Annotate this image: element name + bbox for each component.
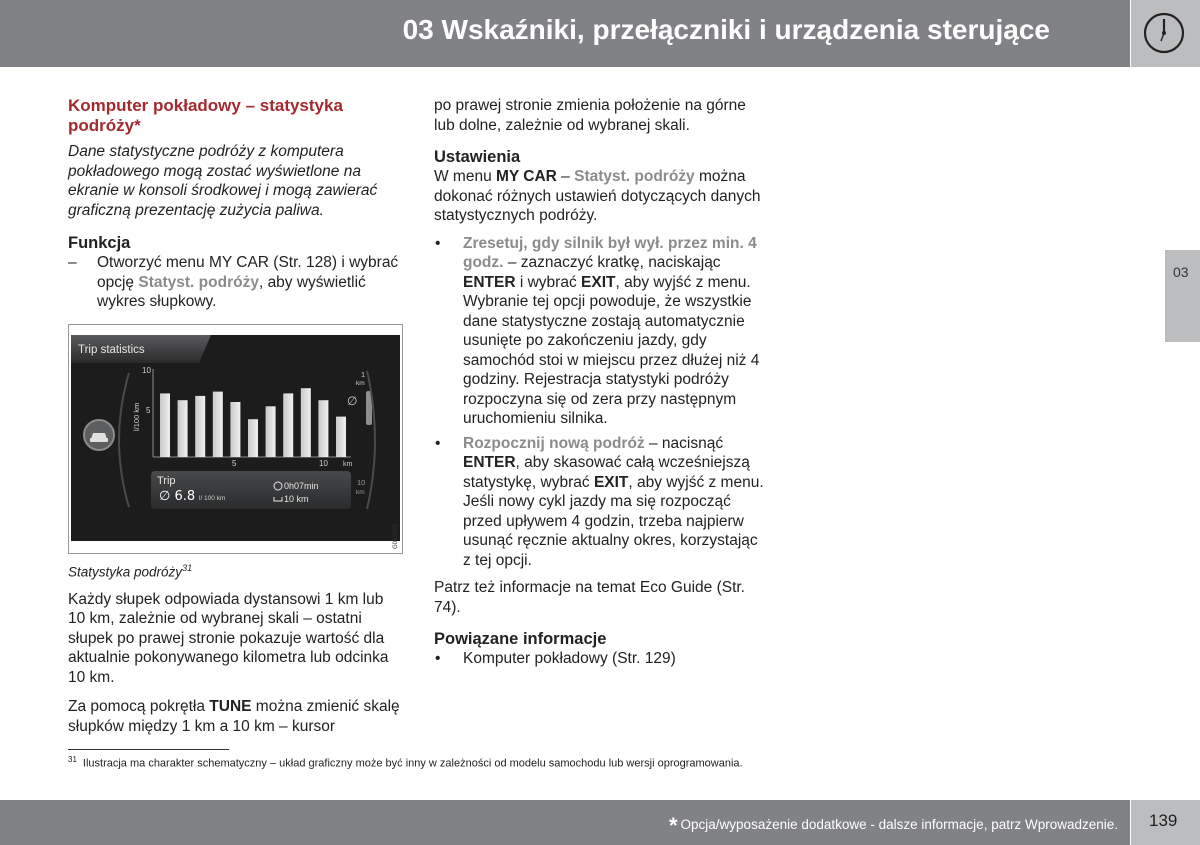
bars-description: Każdy słupek odpowiada dystansowi 1 km lub 10 km, zależnie od wybranej skali – ostatni słupek po prawej stronie pokazuje wartość dla aktualnie pokonywanego kilometra lub odcinka 10 km. [68, 590, 389, 686]
bullet-marker: • [435, 434, 441, 452]
settings-intro: W menu MY CAR – Statyst. podróży można dokonać różnych ustawień dotyczących danych statystycznych podróży. [434, 168, 761, 224]
chart-bar [213, 391, 223, 456]
exit-key: EXIT [581, 273, 616, 291]
chapter-tab [1165, 250, 1200, 342]
chart-bar [160, 393, 170, 457]
image-code [387, 521, 401, 551]
scale-top-unit: km [356, 379, 365, 387]
left-column [68, 96, 403, 736]
settings-heading: Ustawienia [434, 148, 521, 166]
trip-time: 0h07min [284, 480, 319, 491]
bullet-marker: • [435, 650, 441, 667]
option-new-trip: Rozpocznij nową podróż [463, 434, 645, 452]
footnote [68, 755, 743, 770]
chart-bar [195, 395, 205, 456]
funkcja-text: Otworzyć menu MY CAR (Str. 128) i wybrać opcję [97, 254, 399, 291]
chart-bar [318, 400, 328, 457]
page-number: 139 [1149, 811, 1178, 830]
chart-bar [283, 393, 293, 457]
funkcja-text-end: , aby wyświetlić wykres słupkowy. [97, 273, 366, 310]
related-item [434, 649, 769, 669]
funkcja-step [68, 253, 403, 312]
chart-bar [230, 402, 240, 457]
menu-option-highlight: Statyst. podróży [574, 168, 695, 185]
caption-footnote-ref: 31 [182, 562, 193, 573]
related-link: Komputer pokładowy (Str. 129) [463, 650, 676, 667]
x-tick-10: 10 [319, 458, 328, 468]
see-also-text: Patrz też informacje na temat Eco Guide (Str. 74). [434, 579, 745, 616]
section-heading: Komputer pokładowy – statystyka podróży* [68, 96, 343, 135]
page-title: 03 Wskaźniki, przełączniki i urządzenia sterujące [402, 14, 1050, 45]
screen-title: Trip statistics [78, 343, 145, 356]
x-tick-5: 5 [232, 458, 237, 468]
y-tick-5: 5 [146, 405, 151, 415]
my-car-menu: MY CAR [496, 168, 557, 185]
avg-symbol-icon: ∅ [347, 393, 358, 408]
dash-marker: – [68, 254, 77, 271]
footer-bar [0, 800, 1130, 845]
trip-average: ∅ 6.8 [159, 488, 196, 504]
footnote-divider [68, 749, 229, 750]
trip-distance: 10 km [284, 493, 309, 504]
trip-average-unit: l/ 100 km [199, 494, 226, 502]
asterisk-icon: * [668, 813, 678, 838]
funkcja-heading: Funkcja [68, 234, 131, 252]
exit-key: EXIT [593, 473, 629, 491]
footer-note-text: Opcja/wyposażenie dodatkowe - dalsze informacje, patrz Wprowadzenie. [680, 817, 1118, 832]
figure-caption: Statystyka podróży$^{31}$ [68, 562, 193, 579]
enter-key: ENTER [463, 454, 516, 471]
chart-bar [266, 406, 276, 457]
scale-top-value: 1 [361, 369, 366, 379]
footnote-number: 31 [68, 755, 77, 764]
svg-text:G048265: G048265 [393, 523, 399, 549]
list-item: • Zresetuj, gdy silnik był wył. przez min. 4 godz. – zaznaczyć kratkę, naciskając ENTER i wybrać EXIT, aby wyjść z menu. Wybranie tej opcji powoduje, że wszystkie dane statystyczne zostają automatycznie usunięte po zakończeniu jazdy, gdy samochód stoi w miejscu przez dłużej niż 4 godziny. Rejestracja statystyki podróży rozpoczyna się od zera przy następnym uruchomieniu silnika. [435, 234, 760, 427]
option-reset: Zresetuj, gdy silnik był wył. przez min. 4 godz. [463, 234, 757, 271]
right-column [434, 96, 769, 672]
chapter-tab-label: 03 [1173, 264, 1189, 280]
footer-note [669, 813, 1118, 839]
scale-bottom-value: 10 [357, 477, 366, 487]
tune-description: Za pomocą pokrętła TUNE można zmienić skalę słupków między 1 km a 10 km – kursor [68, 698, 400, 735]
page-number-box [1131, 800, 1200, 845]
header-bar [0, 0, 1130, 67]
trip-label: Trip [157, 474, 176, 487]
trip-statistics-screen [71, 335, 400, 541]
chart-bar [178, 400, 188, 457]
chart-bar [336, 416, 346, 456]
footnote-text: Ilustracja ma charakter schematyczny – układ graficzny może być inny w zależności od modelu samochodu lub wersji oprogramowania. [82, 757, 743, 770]
chart-bar [301, 388, 311, 457]
menu-option-highlight: Statyst. podróży [138, 273, 259, 291]
gauge-icon [1142, 11, 1186, 55]
trip-statistics-figure [68, 324, 403, 554]
list-item: • Rozpocznij nową podróż – nacisnąć ENTER, aby skasować całą wcześniejszą statystykę, wybrać EXIT, aby wyjść z menu. Jeśli nowy cykl jazdy ma się rozpocząć przed upływem 4 godzin, trzeba najpierw usunąć ręcznie aktualny okres, korzystając z tej opcji. [435, 434, 764, 569]
continued-text: po prawej stronie zmienia położenie na górne lub dolne, zależnie od wybranej skali. [434, 97, 746, 134]
intro-text: Dane statystyczne podróży z komputera pokładowego mogą zostać wyświetlone na ekranie w konsoli środkowej i mogą zawierać graficzną prezentację zużycia paliwa. [68, 143, 378, 219]
chart-bar [248, 419, 258, 457]
tune-control: TUNE [209, 698, 252, 715]
x-unit: km [343, 460, 353, 468]
enter-key: ENTER [463, 273, 516, 291]
related-heading: Powiązane informacje [434, 630, 607, 648]
y-axis-label: l/100 km [132, 402, 141, 431]
y-tick-10: 10 [142, 365, 151, 375]
scale-bottom-unit: km [356, 488, 365, 496]
bullet-marker: • [435, 234, 441, 252]
